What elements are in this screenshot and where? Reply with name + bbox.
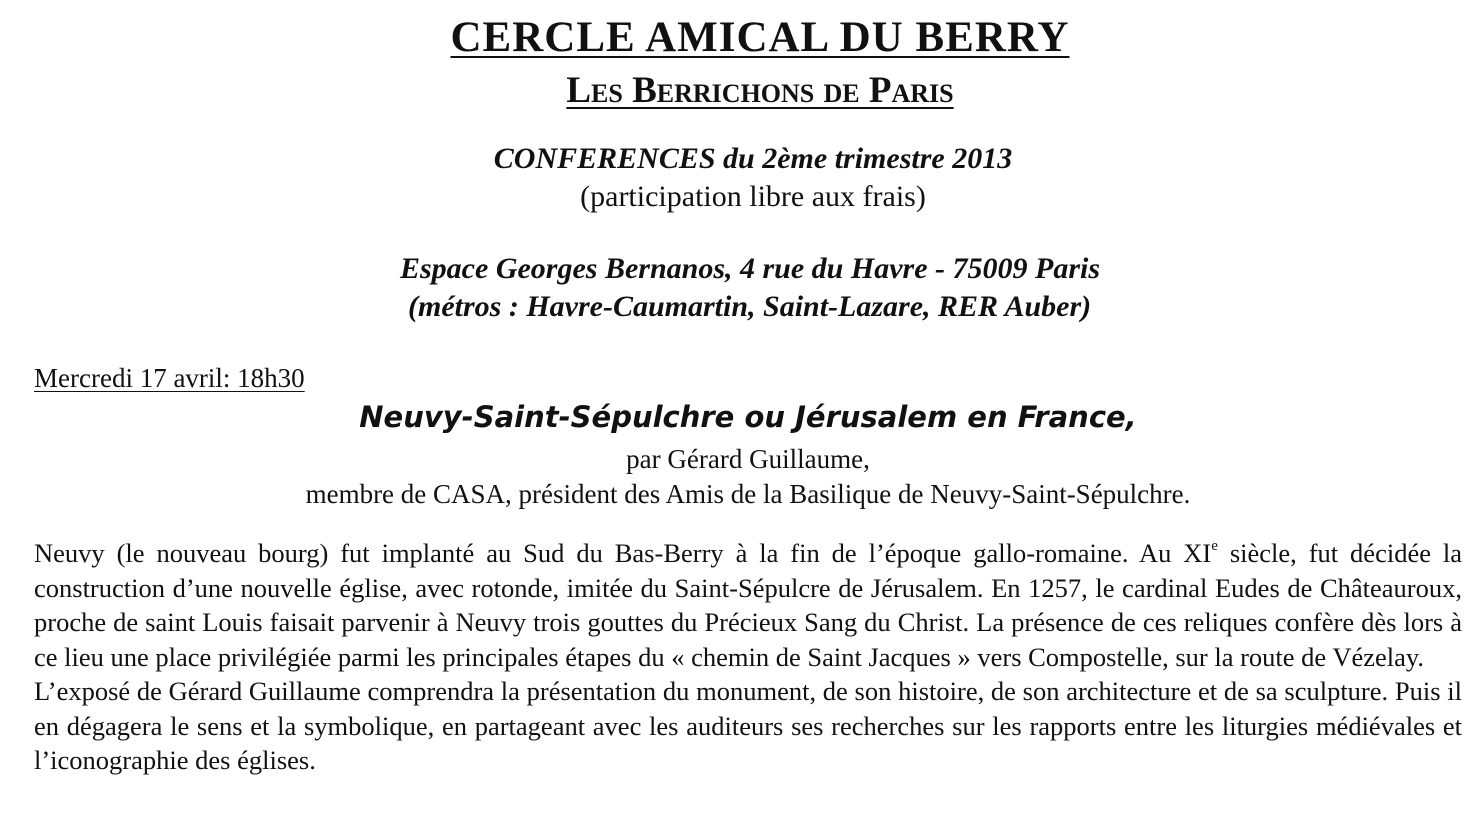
century-superscript: e <box>1211 538 1218 554</box>
description-paragraph-1 <box>34 536 1462 674</box>
event-title: Neuvy-Saint-Sépulchre ou Jérusalem en France, <box>359 400 1137 434</box>
description-p1-end: siècle, fut décidée la construction d’une nouvelle église, avec rotonde, imitée du Saint-Sépulcre de Jérusalem. En 1257, le cardinal Eudes de Châteauroux, proche de saint Louis faisait parvenir à Neuvy trois gouttes du Précieux Sang du Christ. La présence de ces reliques confère dès lors à ce lieu une place privilégiée parmi les principales étapes du « chemin de Saint Jacques » vers Compostelle, sur la route de Vézelay. <box>34 538 1463 672</box>
description-paragraph-2: L’exposé de Gérard Guillaume comprendra la présentation du monument, de son histoire, de son architecture et de sa sculpture. Puis il en dégagera le sens et la symbolique, en partageant avec les auditeurs ses recherches sur les rapports entre les liturgies médiévales et l’iconographie des églises. <box>34 676 1462 775</box>
event-date: Mercredi 17 avril: 18h30 <box>34 363 305 393</box>
event-speaker-role: membre de CASA, président des Amis de la Basilique de Neuvy-Saint-Sépulchre. <box>305 479 1191 509</box>
venue-address: Espace Georges Bernanos, 4 rue du Havre - 75009 Paris <box>400 252 1101 285</box>
association-subtitle <box>0 68 1465 114</box>
association-title <box>0 12 1465 64</box>
conferences-heading: CONFERENCES du 2ème trimestre 2013 <box>493 142 1013 175</box>
description-p1-start: Neuvy (le nouveau bourg) fut implanté au Sud du Bas-Berry à la fin de l’époque gallo-romaine. Au XI <box>34 538 1212 568</box>
association-title-text: CERCLE AMICAL DU BERRY <box>450 14 1070 61</box>
venue-metros: (métros : Havre-Caumartin, Saint-Lazare, RER Auber) <box>408 290 1092 323</box>
event-speaker: par Gérard Guillaume, <box>626 444 870 474</box>
event-description <box>34 536 1462 778</box>
participation-note: (participation libre aux frais) <box>580 180 926 213</box>
association-subtitle-text: Les Berrichons de Paris <box>566 70 954 111</box>
